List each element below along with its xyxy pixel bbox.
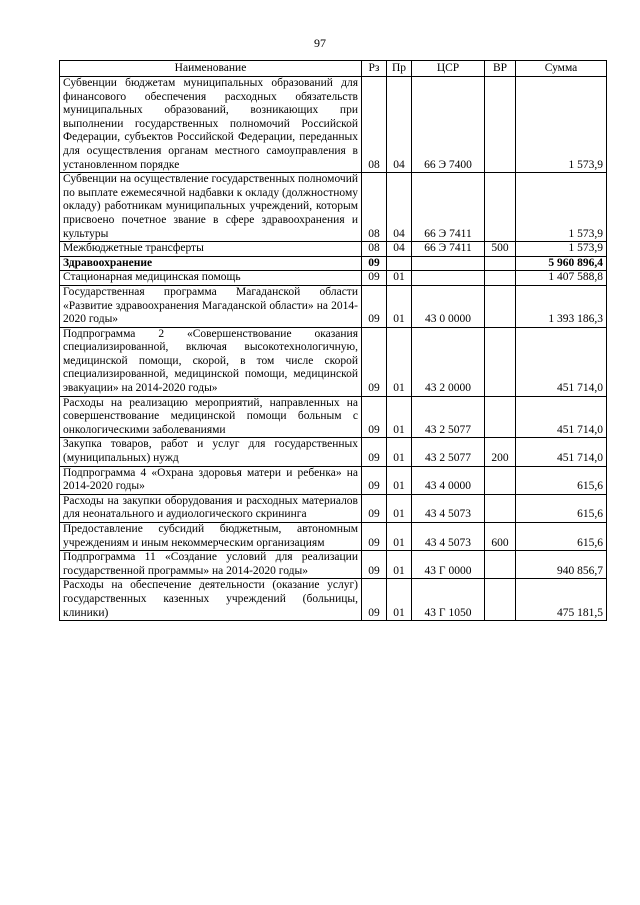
cell-vr bbox=[485, 271, 516, 286]
table-row bbox=[60, 271, 607, 286]
cell-csr bbox=[412, 271, 485, 286]
cell-name: Расходы на закупки оборудования и расходных материалов для неонатального и аудиологического скрининга bbox=[60, 494, 362, 522]
cell-csr: 43 Г 0000 bbox=[412, 551, 485, 579]
cell-rz: 08 bbox=[362, 173, 387, 242]
cell-sum: 940 856,7 bbox=[516, 551, 607, 579]
table-row bbox=[60, 438, 607, 466]
cell-csr bbox=[412, 256, 485, 271]
cell-rz: 09 bbox=[362, 271, 387, 286]
cell-sum: 1 573,9 bbox=[516, 242, 607, 257]
cell-csr: 66 Э 7411 bbox=[412, 242, 485, 257]
cell-name: Подпрограмма 4 «Охрана здоровья матери и ребенка» на 2014-2020 годы» bbox=[60, 466, 362, 494]
cell-csr: 43 0 0000 bbox=[412, 285, 485, 327]
cell-vr bbox=[485, 551, 516, 579]
cell-vr bbox=[485, 327, 516, 396]
table-row bbox=[60, 551, 607, 579]
cell-pr: 04 bbox=[387, 242, 412, 257]
cell-name: Предоставление субсидий бюджетным, автономным учреждениям и иным некоммерческим организациям bbox=[60, 523, 362, 551]
cell-pr: 01 bbox=[387, 438, 412, 466]
cell-pr: 01 bbox=[387, 396, 412, 438]
cell-pr: 01 bbox=[387, 551, 412, 579]
cell-name: Расходы на обеспечение деятельности (оказание услуг) государственных казенных учреждений (больницы, клиники) bbox=[60, 579, 362, 621]
cell-vr bbox=[485, 494, 516, 522]
table-row bbox=[60, 327, 607, 396]
cell-pr bbox=[387, 256, 412, 271]
cell-pr: 01 bbox=[387, 466, 412, 494]
cell-csr: 43 2 5077 bbox=[412, 396, 485, 438]
cell-csr: 43 2 0000 bbox=[412, 327, 485, 396]
cell-vr: 200 bbox=[485, 438, 516, 466]
cell-name: Расходы на реализацию мероприятий, направленных на совершенствование медицинской помощи больным с онкологическими заболеваниями bbox=[60, 396, 362, 438]
cell-rz: 09 bbox=[362, 438, 387, 466]
cell-sum: 1 573,9 bbox=[516, 77, 607, 173]
cell-sum: 1 407 588,8 bbox=[516, 271, 607, 286]
cell-csr: 66 Э 7400 bbox=[412, 77, 485, 173]
cell-sum: 1 393 186,3 bbox=[516, 285, 607, 327]
cell-rz: 09 bbox=[362, 466, 387, 494]
table-row bbox=[60, 466, 607, 494]
cell-sum: 475 181,5 bbox=[516, 579, 607, 621]
cell-name: Межбюджетные трансферты bbox=[60, 242, 362, 257]
cell-pr: 04 bbox=[387, 77, 412, 173]
column-header-sum: Сумма bbox=[516, 61, 607, 77]
cell-sum: 615,6 bbox=[516, 494, 607, 522]
column-header-csr: ЦСР bbox=[412, 61, 485, 77]
cell-csr: 43 4 5073 bbox=[412, 523, 485, 551]
cell-name: Подпрограмма 2 «Совершенствование оказания специализированной, включая высокотехнологичную, медицинской помощи, скорой, в том числе скорой специализированной, медицинской помощи, медицинской эвакуации» на 2014-2020 годы» bbox=[60, 327, 362, 396]
table-row bbox=[60, 579, 607, 621]
cell-name: Государственная программа Магаданской области «Развитие здравоохранения Магаданской области» на 2014-2020 годы» bbox=[60, 285, 362, 327]
cell-sum: 615,6 bbox=[516, 466, 607, 494]
cell-sum: 615,6 bbox=[516, 523, 607, 551]
cell-name: Закупка товаров, работ и услуг для государственных (муниципальных) нужд bbox=[60, 438, 362, 466]
column-header-rz: Рз bbox=[362, 61, 387, 77]
cell-rz: 08 bbox=[362, 242, 387, 257]
cell-rz: 09 bbox=[362, 523, 387, 551]
cell-vr bbox=[485, 173, 516, 242]
cell-csr: 43 Г 1050 bbox=[412, 579, 485, 621]
cell-vr bbox=[485, 579, 516, 621]
cell-name: Подпрограмма 11 «Создание условий для реализации государственной программы» на 2014-2020 годы» bbox=[60, 551, 362, 579]
table-row bbox=[60, 77, 607, 173]
cell-vr bbox=[485, 466, 516, 494]
table-row bbox=[60, 285, 607, 327]
cell-name: Стационарная медицинская помощь bbox=[60, 271, 362, 286]
cell-pr: 01 bbox=[387, 271, 412, 286]
cell-pr: 04 bbox=[387, 173, 412, 242]
cell-name: Субвенции бюджетам муниципальных образований для финансового обеспечения расходных обязательств муниципальных образований, возникающих при выполнении государственных полномочий Российской Федерации, субъектов Российской Федерации, переданных для осуществления органам местного самоуправления в установленном порядке bbox=[60, 77, 362, 173]
table-row bbox=[60, 523, 607, 551]
cell-csr: 66 Э 7411 bbox=[412, 173, 485, 242]
table-row bbox=[60, 256, 607, 271]
cell-rz: 09 bbox=[362, 285, 387, 327]
cell-vr: 500 bbox=[485, 242, 516, 257]
cell-rz: 09 bbox=[362, 327, 387, 396]
cell-sum: 1 573,9 bbox=[516, 173, 607, 242]
table-row bbox=[60, 494, 607, 522]
cell-sum: 5 960 896,4 bbox=[516, 256, 607, 271]
cell-pr: 01 bbox=[387, 523, 412, 551]
cell-sum: 451 714,0 bbox=[516, 396, 607, 438]
cell-rz: 09 bbox=[362, 579, 387, 621]
table-row bbox=[60, 396, 607, 438]
table-row bbox=[60, 173, 607, 242]
cell-rz: 08 bbox=[362, 77, 387, 173]
column-header-pr: Пр bbox=[387, 61, 412, 77]
cell-vr bbox=[485, 396, 516, 438]
cell-rz: 09 bbox=[362, 551, 387, 579]
column-header-name: Наименование bbox=[60, 61, 362, 77]
table-header-row bbox=[60, 61, 607, 77]
cell-name: Субвенции на осуществление государственных полномочий по выплате ежемесячной надбавки к окладу (должностному окладу) работникам муниципальных учреждений, которым присвоено почетное звание в сфере здравоохранения и культуры bbox=[60, 173, 362, 242]
cell-pr: 01 bbox=[387, 494, 412, 522]
cell-vr bbox=[485, 256, 516, 271]
budget-table bbox=[59, 60, 607, 621]
cell-pr: 01 bbox=[387, 327, 412, 396]
cell-rz: 09 bbox=[362, 256, 387, 271]
cell-pr: 01 bbox=[387, 579, 412, 621]
cell-rz: 09 bbox=[362, 494, 387, 522]
cell-vr: 600 bbox=[485, 523, 516, 551]
page-number: 97 bbox=[314, 36, 326, 50]
cell-csr: 43 4 0000 bbox=[412, 466, 485, 494]
column-header-vr: ВР bbox=[485, 61, 516, 77]
cell-csr: 43 4 5073 bbox=[412, 494, 485, 522]
table-row bbox=[60, 242, 607, 257]
cell-vr bbox=[485, 285, 516, 327]
cell-pr: 01 bbox=[387, 285, 412, 327]
table-body bbox=[60, 77, 607, 621]
cell-sum: 451 714,0 bbox=[516, 327, 607, 396]
cell-vr bbox=[485, 77, 516, 173]
cell-name: Здравоохранение bbox=[60, 256, 362, 271]
cell-csr: 43 2 5077 bbox=[412, 438, 485, 466]
cell-rz: 09 bbox=[362, 396, 387, 438]
cell-sum: 451 714,0 bbox=[516, 438, 607, 466]
